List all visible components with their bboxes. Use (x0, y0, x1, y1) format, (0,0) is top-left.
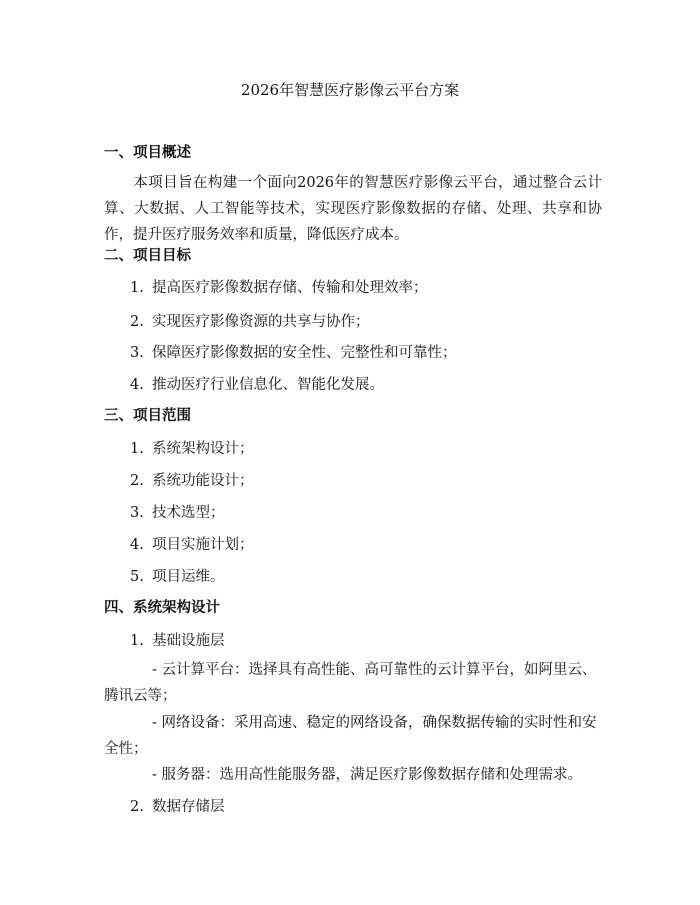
list-item (130, 567, 225, 587)
list-item-text: 数据存储层 (152, 799, 225, 815)
list-item (130, 439, 254, 459)
list-item (130, 375, 384, 395)
list-item-number: 3. (130, 345, 144, 361)
list-item (130, 631, 225, 651)
list-item-number: 2. (130, 473, 144, 489)
list-item (130, 471, 254, 491)
list-item-number: 1. (130, 280, 144, 296)
list-item-number: 1. (130, 633, 144, 649)
list-item-text: 提高医疗影像数据存储、传输和处理效率； (152, 280, 428, 296)
sub-item (104, 710, 602, 762)
section-heading-scope: 三、项目范围 (104, 408, 191, 424)
section-heading-overview: 一、项目概述 (104, 145, 191, 161)
list-item-text: 技术选型； (152, 505, 225, 521)
list-item-number: 5. (130, 569, 144, 585)
sub-item-text: - 云计算平台：选择具有高性能、高可靠性的云计算平台，如阿里云、腾讯云等； (104, 662, 597, 704)
list-item (130, 535, 254, 555)
list-item-text: 项目运维。 (152, 569, 225, 585)
list-item (130, 503, 225, 523)
list-item-text: 保障医疗影像数据的安全性、完整性和可靠性； (152, 345, 457, 361)
list-item-text: 项目实施计划； (152, 537, 254, 553)
sub-item (104, 762, 602, 788)
overview-paragraph-text: 本项目旨在构建一个面向2026年的智慧医疗影像云平台，通过整合云计算、大数据、人工智能等技术，实现医疗影像数据的存储、处理、共享和协作，提升医疗服务效率和质量，降低医疗成本。 (104, 175, 602, 243)
list-item-text: 系统架构设计； (152, 441, 254, 457)
sub-item (104, 657, 602, 709)
list-item (130, 312, 370, 332)
list-item-number: 2. (130, 799, 144, 815)
document-title: 2026年智慧医疗影像云平台方案 (240, 81, 460, 99)
list-item-number: 4. (130, 537, 144, 553)
list-item-text: 实现医疗影像资源的共享与协作； (152, 314, 370, 330)
section-heading-architecture: 四、系统架构设计 (104, 600, 220, 616)
list-item-text: 推动医疗行业信息化、智能化发展。 (152, 377, 384, 393)
list-item-text: 基础设施层 (152, 633, 225, 649)
overview-paragraph (104, 170, 602, 248)
list-item-number: 2. (130, 314, 144, 330)
list-item (130, 278, 428, 298)
section-heading-goals: 二、项目目标 (104, 248, 191, 264)
list-item-text: 系统功能设计； (152, 473, 254, 489)
list-item-number: 4. (130, 377, 144, 393)
list-item (130, 343, 457, 363)
list-item-number: 3. (130, 505, 144, 521)
list-item (130, 797, 225, 817)
sub-item-text: - 网络设备：采用高速、稳定的网络设备，确保数据传输的实时性和安全性； (104, 715, 597, 757)
list-item-number: 1. (130, 441, 144, 457)
sub-item-text: - 服务器：选用高性能服务器，满足医疗影像数据存储和处理需求。 (152, 767, 583, 783)
